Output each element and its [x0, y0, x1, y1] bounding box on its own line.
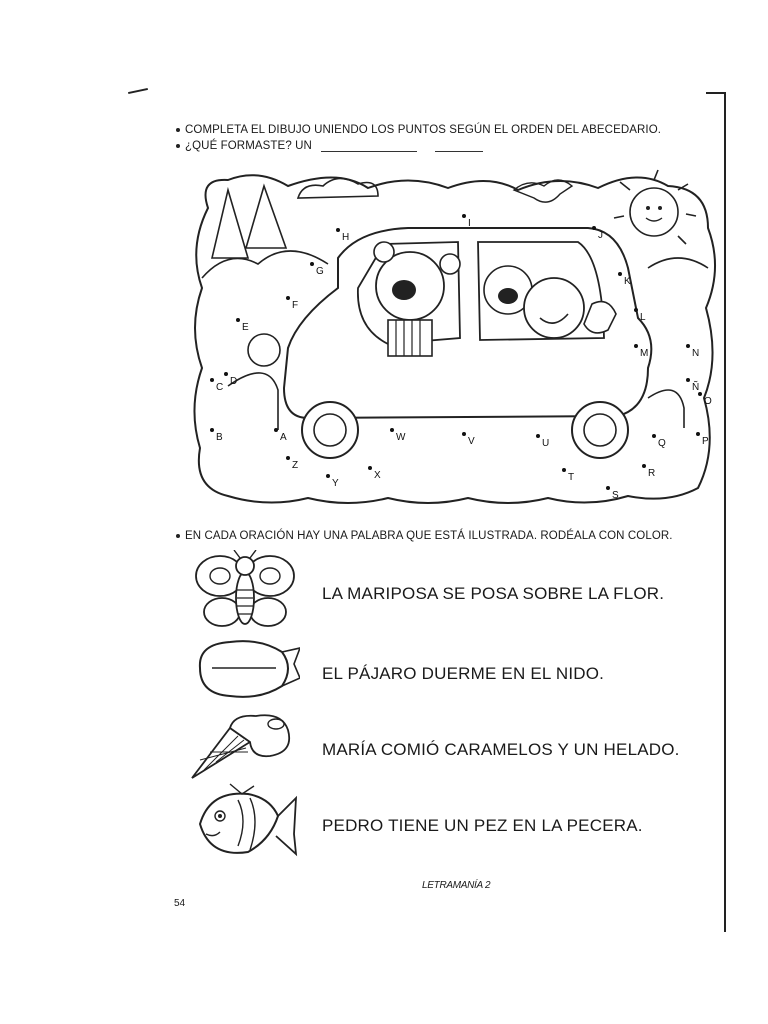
dot-label-v: V — [468, 436, 475, 447]
dot-label-s: S — [612, 490, 619, 501]
fish-icon — [190, 780, 300, 866]
dot-y — [326, 474, 330, 478]
dot-label-o: O — [704, 396, 712, 407]
dot-l — [634, 308, 638, 312]
dot-label-z: Z — [292, 460, 299, 471]
dot-label-i: I — [468, 218, 471, 229]
dot-v — [462, 432, 466, 436]
dot-h — [336, 228, 340, 232]
dot-label-u: U — [542, 438, 550, 449]
dot-j — [592, 226, 596, 230]
sentence-1: LA MARIPOSA SE POSA SOBRE LA FLOR. — [322, 584, 665, 603]
sentence-4: PEDRO TIENE UN PEZ EN LA PECERA. — [322, 816, 643, 835]
dot-label-t: T — [568, 472, 575, 483]
dot-label-w: W — [396, 432, 406, 443]
dot-c — [210, 378, 214, 382]
dot-p — [696, 432, 700, 436]
ice-cream-icon — [190, 712, 300, 784]
dot-z — [286, 456, 290, 460]
dot-k — [618, 272, 622, 276]
dot-o — [698, 392, 702, 396]
dot-r — [642, 464, 646, 468]
dot-i — [462, 214, 466, 218]
dot-w — [390, 428, 394, 432]
answer-blank-1[interactable] — [321, 141, 417, 152]
page-edge-corner — [706, 92, 726, 94]
dot-b — [210, 428, 214, 432]
sentence-2: EL PÁJARO DUERME EN EL NIDO. — [322, 664, 605, 683]
dot-label-c: C — [216, 382, 224, 393]
dot-ñ — [686, 378, 690, 382]
dot-n — [686, 344, 690, 348]
butterfly-icon — [190, 550, 300, 632]
dot-label-y: Y — [332, 478, 339, 489]
dot-g — [310, 262, 314, 266]
nest-icon — [190, 634, 300, 702]
dot-label-n: N — [692, 348, 700, 359]
dot-label-l: L — [640, 312, 646, 323]
dot-d — [224, 372, 228, 376]
scan-mark — [128, 88, 148, 94]
dot-f — [286, 296, 290, 300]
dot-label-h: H — [342, 232, 350, 243]
dot-label-b: B — [216, 432, 223, 443]
dot-points — [210, 214, 712, 501]
dot-label-k: K — [624, 276, 631, 287]
dot-label-q: Q — [658, 438, 666, 449]
dot-label-ñ: Ñ — [692, 382, 700, 393]
dot-label-r: R — [648, 468, 656, 479]
dot-t — [562, 468, 566, 472]
dot-a — [274, 428, 278, 432]
brand-logo: LETRAMANÍA 2 — [422, 880, 491, 891]
instruction-3: EN CADA ORACIÓN HAY UNA PALABRA QUE ESTÁ ILUSTRADA. RODÉALA CON COLOR. — [176, 530, 673, 542]
page-edge — [724, 92, 726, 932]
dot-u — [536, 434, 540, 438]
dot-label-e: E — [242, 322, 249, 333]
dot-m — [634, 344, 638, 348]
connect-dots-picture — [188, 168, 720, 508]
dot-label-p: P — [702, 436, 709, 447]
dot-label-j: J — [598, 230, 603, 241]
dot-q — [652, 434, 656, 438]
dot-label-x: X — [374, 470, 381, 481]
sentence-3: MARÍA COMIÓ CARAMELOS Y UN HELADO. — [322, 740, 680, 759]
page-number: 54 — [174, 898, 186, 909]
dot-label-m: M — [640, 348, 649, 359]
answer-blank-2[interactable] — [435, 141, 483, 152]
dot-e — [236, 318, 240, 322]
instruction-2: ¿QUÉ FORMASTE? UN — [176, 140, 483, 152]
dot-label-a: A — [280, 432, 287, 443]
dot-label-f: F — [292, 300, 299, 311]
dot-label-d: D — [230, 376, 238, 387]
dot-label-g: G — [316, 266, 324, 277]
dot-s — [606, 486, 610, 490]
dot-x — [368, 466, 372, 470]
instruction-1: COMPLETA EL DIBUJO UNIENDO LOS PUNTOS SEGÚN EL ORDEN DEL ABECEDARIO. — [176, 124, 661, 136]
